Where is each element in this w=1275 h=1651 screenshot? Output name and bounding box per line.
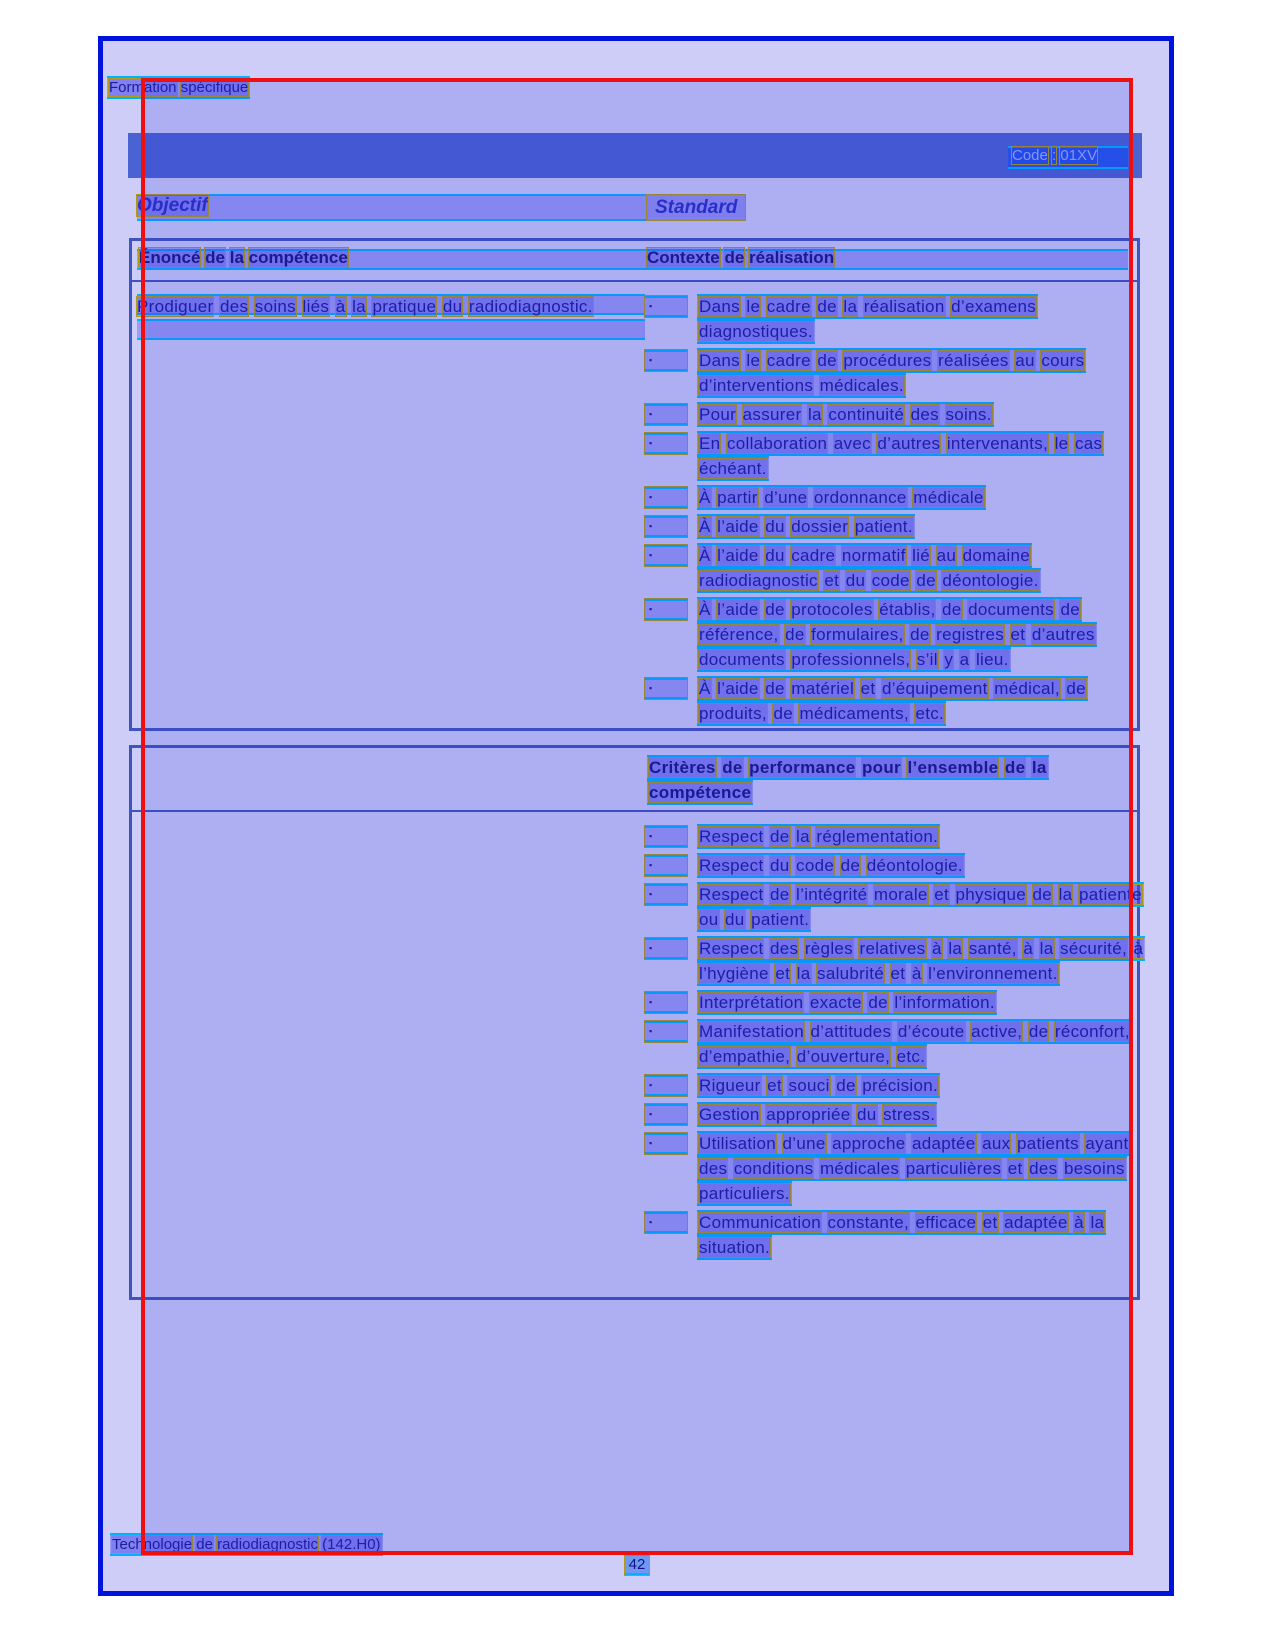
criteria-item-text: Respect de l’intégrité morale et physique de la patiente ou du patient. xyxy=(697,882,1144,932)
bullet-icon xyxy=(645,1075,687,1096)
bullet-icon xyxy=(645,992,687,1013)
context-item-text: Pour assurer la continuité des soins. xyxy=(697,402,994,427)
context-item xyxy=(645,348,1157,398)
table1-right-header: Contexte de réalisation xyxy=(647,248,835,267)
context-item-text: En collaboration avec d’autres intervenants, le cas échéant. xyxy=(697,431,1104,481)
criteria-item xyxy=(645,1210,1157,1260)
bullet-icon xyxy=(645,545,687,566)
criteria-item-text: Utilisation d’une approche adaptée aux patients ayant des conditions médicales particulières et des besoins particuliers. xyxy=(697,1131,1131,1206)
table1-header-divider xyxy=(131,280,1138,282)
bullet-icon xyxy=(645,1133,687,1154)
criteria-list xyxy=(645,824,1157,1264)
competency-statement: Prodiguer des soins liés à la pratique du radiodiagnostic. xyxy=(137,294,645,344)
context-item xyxy=(645,676,1157,726)
bullet-icon xyxy=(645,516,687,537)
bullet-icon xyxy=(645,826,687,847)
context-item-text: À l’aide de matériel et d’équipement médical, de produits, de médicaments, etc. xyxy=(697,676,1088,726)
criteria-item-text: Gestion appropriée du stress. xyxy=(697,1102,937,1127)
context-item-text: À l’aide de protocoles établis, de documents de référence, de formulaires, de registres et d’autres documents professionnels, s’il y a lieu. xyxy=(697,597,1097,672)
criteria-item xyxy=(645,1102,1157,1127)
context-item-text: Dans le cadre de procédures réalisées au cours d’interventions médicales. xyxy=(697,348,1086,398)
footer-program-text: Technologie de radiodiagnostic (142.H0) xyxy=(110,1533,383,1556)
bullet-icon xyxy=(645,296,687,317)
running-head xyxy=(107,78,250,97)
context-item xyxy=(645,294,1157,344)
bullet-icon xyxy=(645,1104,687,1125)
objectif-row xyxy=(137,194,647,221)
code-label: Code xyxy=(1012,147,1048,164)
criteria-item-text: Manifestation d’attitudes d’écoute active, de réconfort, d’empathie, d’ouverture, etc. xyxy=(697,1019,1132,1069)
bullet-icon xyxy=(645,1021,687,1042)
criteria-item xyxy=(645,853,1157,878)
bullet-icon xyxy=(645,678,687,699)
criteria-item xyxy=(645,882,1157,932)
criteria-item-text: Communication constante, efficace et adaptée à la situation. xyxy=(697,1210,1106,1260)
bullet-icon xyxy=(645,855,687,876)
page-number xyxy=(598,1556,676,1573)
criteria-item-text: Interprétation exacte de l’information. xyxy=(697,990,997,1015)
bullet-icon xyxy=(645,433,687,454)
standard-title: Standard xyxy=(647,195,745,220)
criteria-item xyxy=(645,1019,1157,1069)
context-item xyxy=(645,485,1157,510)
bullet-icon xyxy=(645,1212,687,1233)
bullet-icon xyxy=(645,487,687,508)
table2-header xyxy=(647,755,1109,805)
bullet-icon xyxy=(645,350,687,371)
context-item-text: À l’aide du dossier patient. xyxy=(697,514,915,539)
running-head-text: Formation spécifique xyxy=(107,76,250,99)
criteria-item xyxy=(645,824,1157,849)
context-item xyxy=(645,402,1157,427)
context-item xyxy=(645,431,1157,481)
criteria-item-text: Rigueur et souci de précision. xyxy=(697,1073,940,1098)
code-value: 01XV xyxy=(1060,147,1098,164)
context-item-text: Dans le cadre de la réalisation d’examens diagnostiques. xyxy=(697,294,1038,344)
criteria-item-text: Respect du code de déontologie. xyxy=(697,853,965,878)
context-item xyxy=(645,543,1157,593)
context-item xyxy=(645,597,1157,672)
title-bar xyxy=(128,133,1142,178)
criteria-item xyxy=(645,936,1157,986)
table1-left-header: Énoncé de la compétence xyxy=(139,248,348,267)
table2-header-divider xyxy=(131,810,1138,812)
code-separator: : xyxy=(1052,147,1057,164)
bullet-icon xyxy=(645,404,687,425)
criteria-item xyxy=(645,990,1157,1015)
criteria-item-text: Respect des règles relatives à la santé, à la sécurité, à l’hygiène et la salubrité et à l’environnement. xyxy=(697,936,1145,986)
context-list xyxy=(645,294,1157,730)
criteria-item xyxy=(645,1131,1157,1206)
table1-header-row xyxy=(137,249,1128,270)
criteria-item xyxy=(645,1073,1157,1098)
table2-header-text: Critères de performance pour l’ensemble de la compétence xyxy=(647,755,1049,805)
footer-program-line xyxy=(110,1535,383,1554)
bullet-icon xyxy=(645,599,687,620)
objectif-title: Objectif xyxy=(137,195,208,216)
context-item-text: À partir d’une ordonnance médicale xyxy=(697,485,986,510)
criteria-item-text: Respect de la réglementation. xyxy=(697,824,940,849)
page-number-value: 42 xyxy=(625,1554,650,1575)
code-line xyxy=(1008,146,1128,169)
bullet-icon xyxy=(645,884,687,905)
context-item xyxy=(645,514,1157,539)
context-item-text: À l’aide du cadre normatif lié au domaine radiodiagnostic et du code de déontologie. xyxy=(697,543,1041,593)
bullet-icon xyxy=(645,938,687,959)
